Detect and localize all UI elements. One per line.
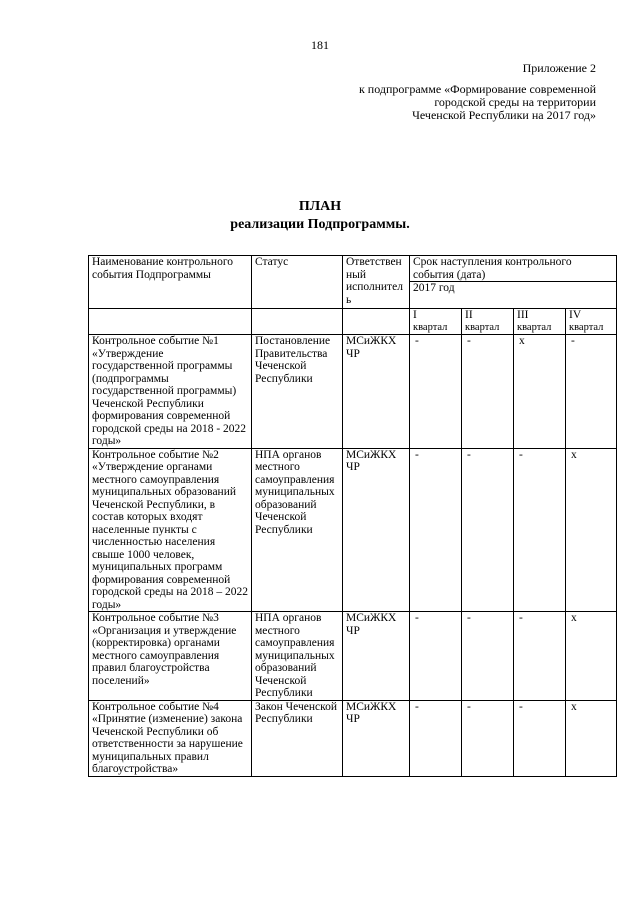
empty-cell — [343, 309, 410, 335]
header-deadline: Срок наступления контрольного события (дата) — [410, 256, 617, 282]
quarter-cell — [462, 612, 514, 701]
quarter-number: II — [465, 309, 473, 321]
appendix-subtitle — [276, 83, 596, 122]
header-quarter-row — [89, 309, 617, 335]
responsible-cell: МСиЖКХ ЧР — [343, 335, 410, 449]
header-year: 2017 год — [410, 282, 617, 309]
empty-cell — [89, 309, 252, 335]
header-quarter — [566, 309, 617, 335]
quarter-label: квартал — [517, 321, 552, 333]
quarter-mark: x — [571, 612, 577, 624]
appendix-line: городской среды на территории — [434, 95, 596, 109]
quarter-label: квартал — [465, 321, 500, 333]
quarter-mark: - — [415, 448, 419, 461]
quarter-cell — [410, 448, 462, 612]
quarter-cell — [514, 335, 566, 449]
event-cell: Контрольное событие №2 «Утверждение органами местного самоуправления муниципальных образований Чеченской Республики, в состав которых входят населенные пункты с численностью населения свыше 1000 человек, муниципальных программ формирования современной городской среды на 2018 – 2022 годы» — [89, 448, 252, 612]
quarter-mark: - — [519, 700, 523, 713]
quarter-label: квартал — [413, 321, 448, 333]
table-row — [89, 612, 617, 701]
empty-cell — [252, 309, 343, 335]
quarter-number: III — [517, 309, 529, 321]
quarter-cell — [410, 612, 462, 701]
quarter-mark: - — [519, 612, 523, 624]
table-row — [89, 700, 617, 776]
appendix-block — [276, 62, 596, 122]
quarter-cell — [410, 700, 462, 776]
quarter-number: I — [413, 309, 417, 321]
document-title — [0, 198, 640, 234]
quarter-mark: - — [467, 448, 471, 461]
plan-table — [88, 255, 617, 777]
quarter-cell — [514, 612, 566, 701]
quarter-mark: - — [467, 700, 471, 713]
title-line-1: ПЛАН — [298, 199, 342, 214]
quarter-mark: - — [571, 335, 575, 347]
quarter-cell — [566, 612, 617, 701]
quarter-label: квартал — [569, 321, 604, 333]
status-cell: НПА органов местного самоуправления муниципальных образований Чеченской Республики — [252, 448, 343, 612]
quarter-cell — [462, 700, 514, 776]
status-cell: Постановление Правительства Чеченской Республики — [252, 335, 343, 449]
header-row — [89, 256, 617, 282]
event-cell: Контрольное событие №3 «Организация и утверждение (корректировка) органами местного самоуправления правил благоустройства поселений» — [89, 612, 252, 701]
quarter-mark: - — [415, 612, 419, 624]
event-cell: Контрольное событие №1 «Утверждение государственной программы (подпрограммы государственной программы) Чеченской Республики формирования современной городской среды на 2018 - 2022 годы» — [89, 335, 252, 449]
quarter-mark: x — [571, 700, 577, 713]
event-cell: Контрольное событие №4 «Принятие (изменение) закона Чеченской Республики об ответственности за нарушение муниципальных правил благоустройства» — [89, 700, 252, 776]
header-quarter — [462, 309, 514, 335]
status-cell: НПА органов местного самоуправления муниципальных образований Чеченской Республики — [252, 612, 343, 701]
header-responsible: Ответственный исполнитель — [343, 256, 410, 309]
appendix-line: Чеченской Республики на 2017 год» — [412, 108, 596, 122]
quarter-cell — [566, 448, 617, 612]
header-status: Статус — [252, 256, 343, 309]
quarter-cell — [514, 448, 566, 612]
quarter-cell — [566, 335, 617, 449]
header-event: Наименование контрольного события Подпрограммы — [89, 256, 252, 309]
appendix-line: к подпрограмме «Формирование современной — [358, 82, 596, 96]
quarter-cell — [462, 448, 514, 612]
status-cell: Закон Чеченской Республики — [252, 700, 343, 776]
quarter-mark: x — [519, 335, 525, 347]
quarter-mark: - — [519, 448, 523, 461]
title-line-2: реализации Подпрограммы. — [230, 217, 410, 232]
page-number: 181 — [311, 38, 329, 52]
header-quarter — [410, 309, 462, 335]
quarter-cell — [462, 335, 514, 449]
appendix-label: Приложение 2 — [522, 61, 596, 75]
table-row — [89, 335, 617, 449]
responsible-cell: МСиЖКХ ЧР — [343, 448, 410, 612]
quarter-mark: - — [467, 612, 471, 624]
quarter-mark: - — [415, 335, 419, 347]
quarter-mark: x — [571, 448, 577, 461]
responsible-cell: МСиЖКХ ЧР — [343, 612, 410, 701]
quarter-mark: - — [467, 335, 471, 347]
table-row — [89, 448, 617, 612]
quarter-mark: - — [415, 700, 419, 713]
quarter-cell — [566, 700, 617, 776]
responsible-cell: МСиЖКХ ЧР — [343, 700, 410, 776]
quarter-cell — [514, 700, 566, 776]
quarter-number: IV — [569, 309, 582, 321]
header-quarter — [514, 309, 566, 335]
quarter-cell — [410, 335, 462, 449]
